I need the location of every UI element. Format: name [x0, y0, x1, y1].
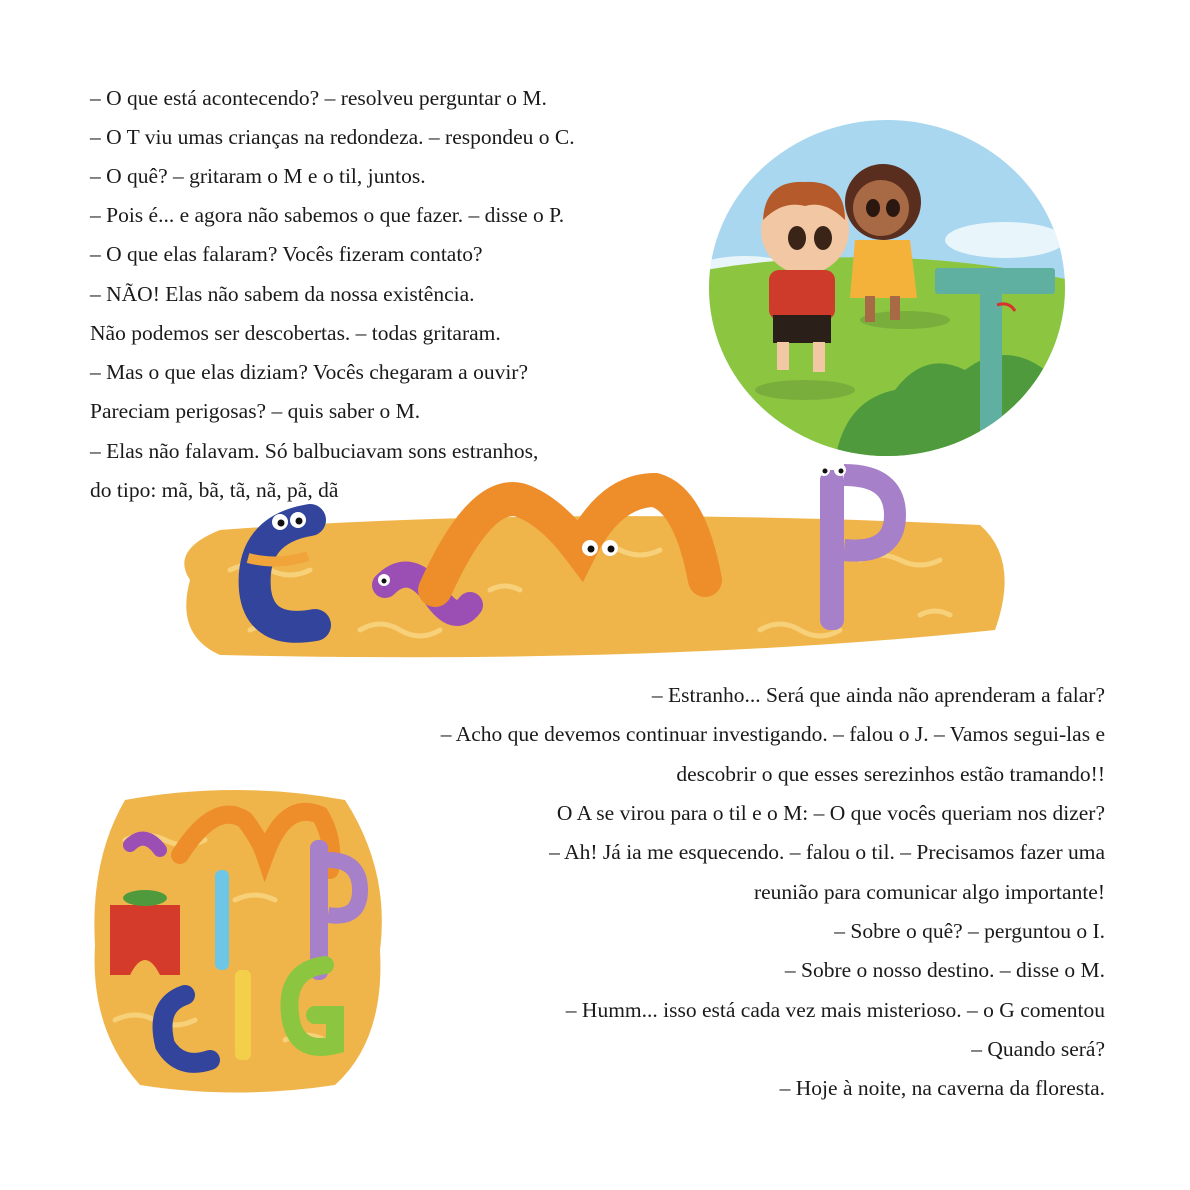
- dialogue-line: – Ah! Já ia me esquecendo. – falou o til. – Precisamos fazer uma: [549, 840, 1105, 864]
- dialogue-line: – Quando será?: [971, 1037, 1105, 1061]
- letters-path-illustration: [160, 430, 1010, 670]
- dialogue-line: – Elas não falavam. Só balbuciavam sons estranhos,: [90, 439, 539, 463]
- dialogue-line: descobrir o que esses serezinhos estão tramando!!: [676, 762, 1105, 786]
- children-meadow-illustration: [705, 120, 1070, 460]
- dialogue-line: – O quê? – gritaram o M e o til, juntos.: [90, 164, 426, 188]
- dialogue-line: reunião para comunicar algo importante!: [753, 880, 1105, 904]
- dialogue-line: Não podemos ser descobertas. – todas gritaram.: [90, 321, 501, 345]
- dialogue-line: – Hoje à noite, na caverna da floresta.: [779, 1076, 1105, 1100]
- dialogue-line: – O T viu umas crianças na redondeza. – respondeu o C.: [90, 125, 575, 149]
- dialogue-line: – Humm... isso está cada vez mais misterioso. – o G comentou: [565, 998, 1105, 1022]
- dialogue-line: – Estranho... Será que ainda não aprenderam a falar?: [651, 683, 1105, 707]
- dialogue-line: – Sobre o quê? – perguntou o I.: [834, 919, 1105, 943]
- dialogue-line: – Pois é... e agora não sabemos o que fazer. – disse o P.: [90, 203, 565, 227]
- dialogue-line: do tipo: mã, bã, tã, nã, pã, dã: [90, 478, 339, 502]
- dialogue-line: – Sobre o nosso destino. – disse o M.: [784, 958, 1105, 982]
- dialogue-line: – Mas o que elas diziam? Vocês chegaram a ouvir?: [90, 360, 529, 384]
- dialogue-line: Pareciam perigosas? – quis saber o M.: [90, 399, 421, 423]
- dialogue-line: – O que elas falaram? Vocês fizeram contato?: [90, 242, 483, 266]
- dialogue-line: – O que está acontecendo? – resolveu perguntar o M.: [90, 86, 547, 110]
- letters-gathering-illustration: [85, 780, 390, 1100]
- dialogue-line: – Acho que devemos continuar investigando. – falou o J. – Vamos segui-las e: [440, 722, 1105, 746]
- dialogue-line: O A se virou para o til e o M: – O que vocês queriam nos dizer?: [556, 801, 1105, 825]
- dialogue-line: – NÃO! Elas não sabem da nossa existência.: [90, 282, 475, 306]
